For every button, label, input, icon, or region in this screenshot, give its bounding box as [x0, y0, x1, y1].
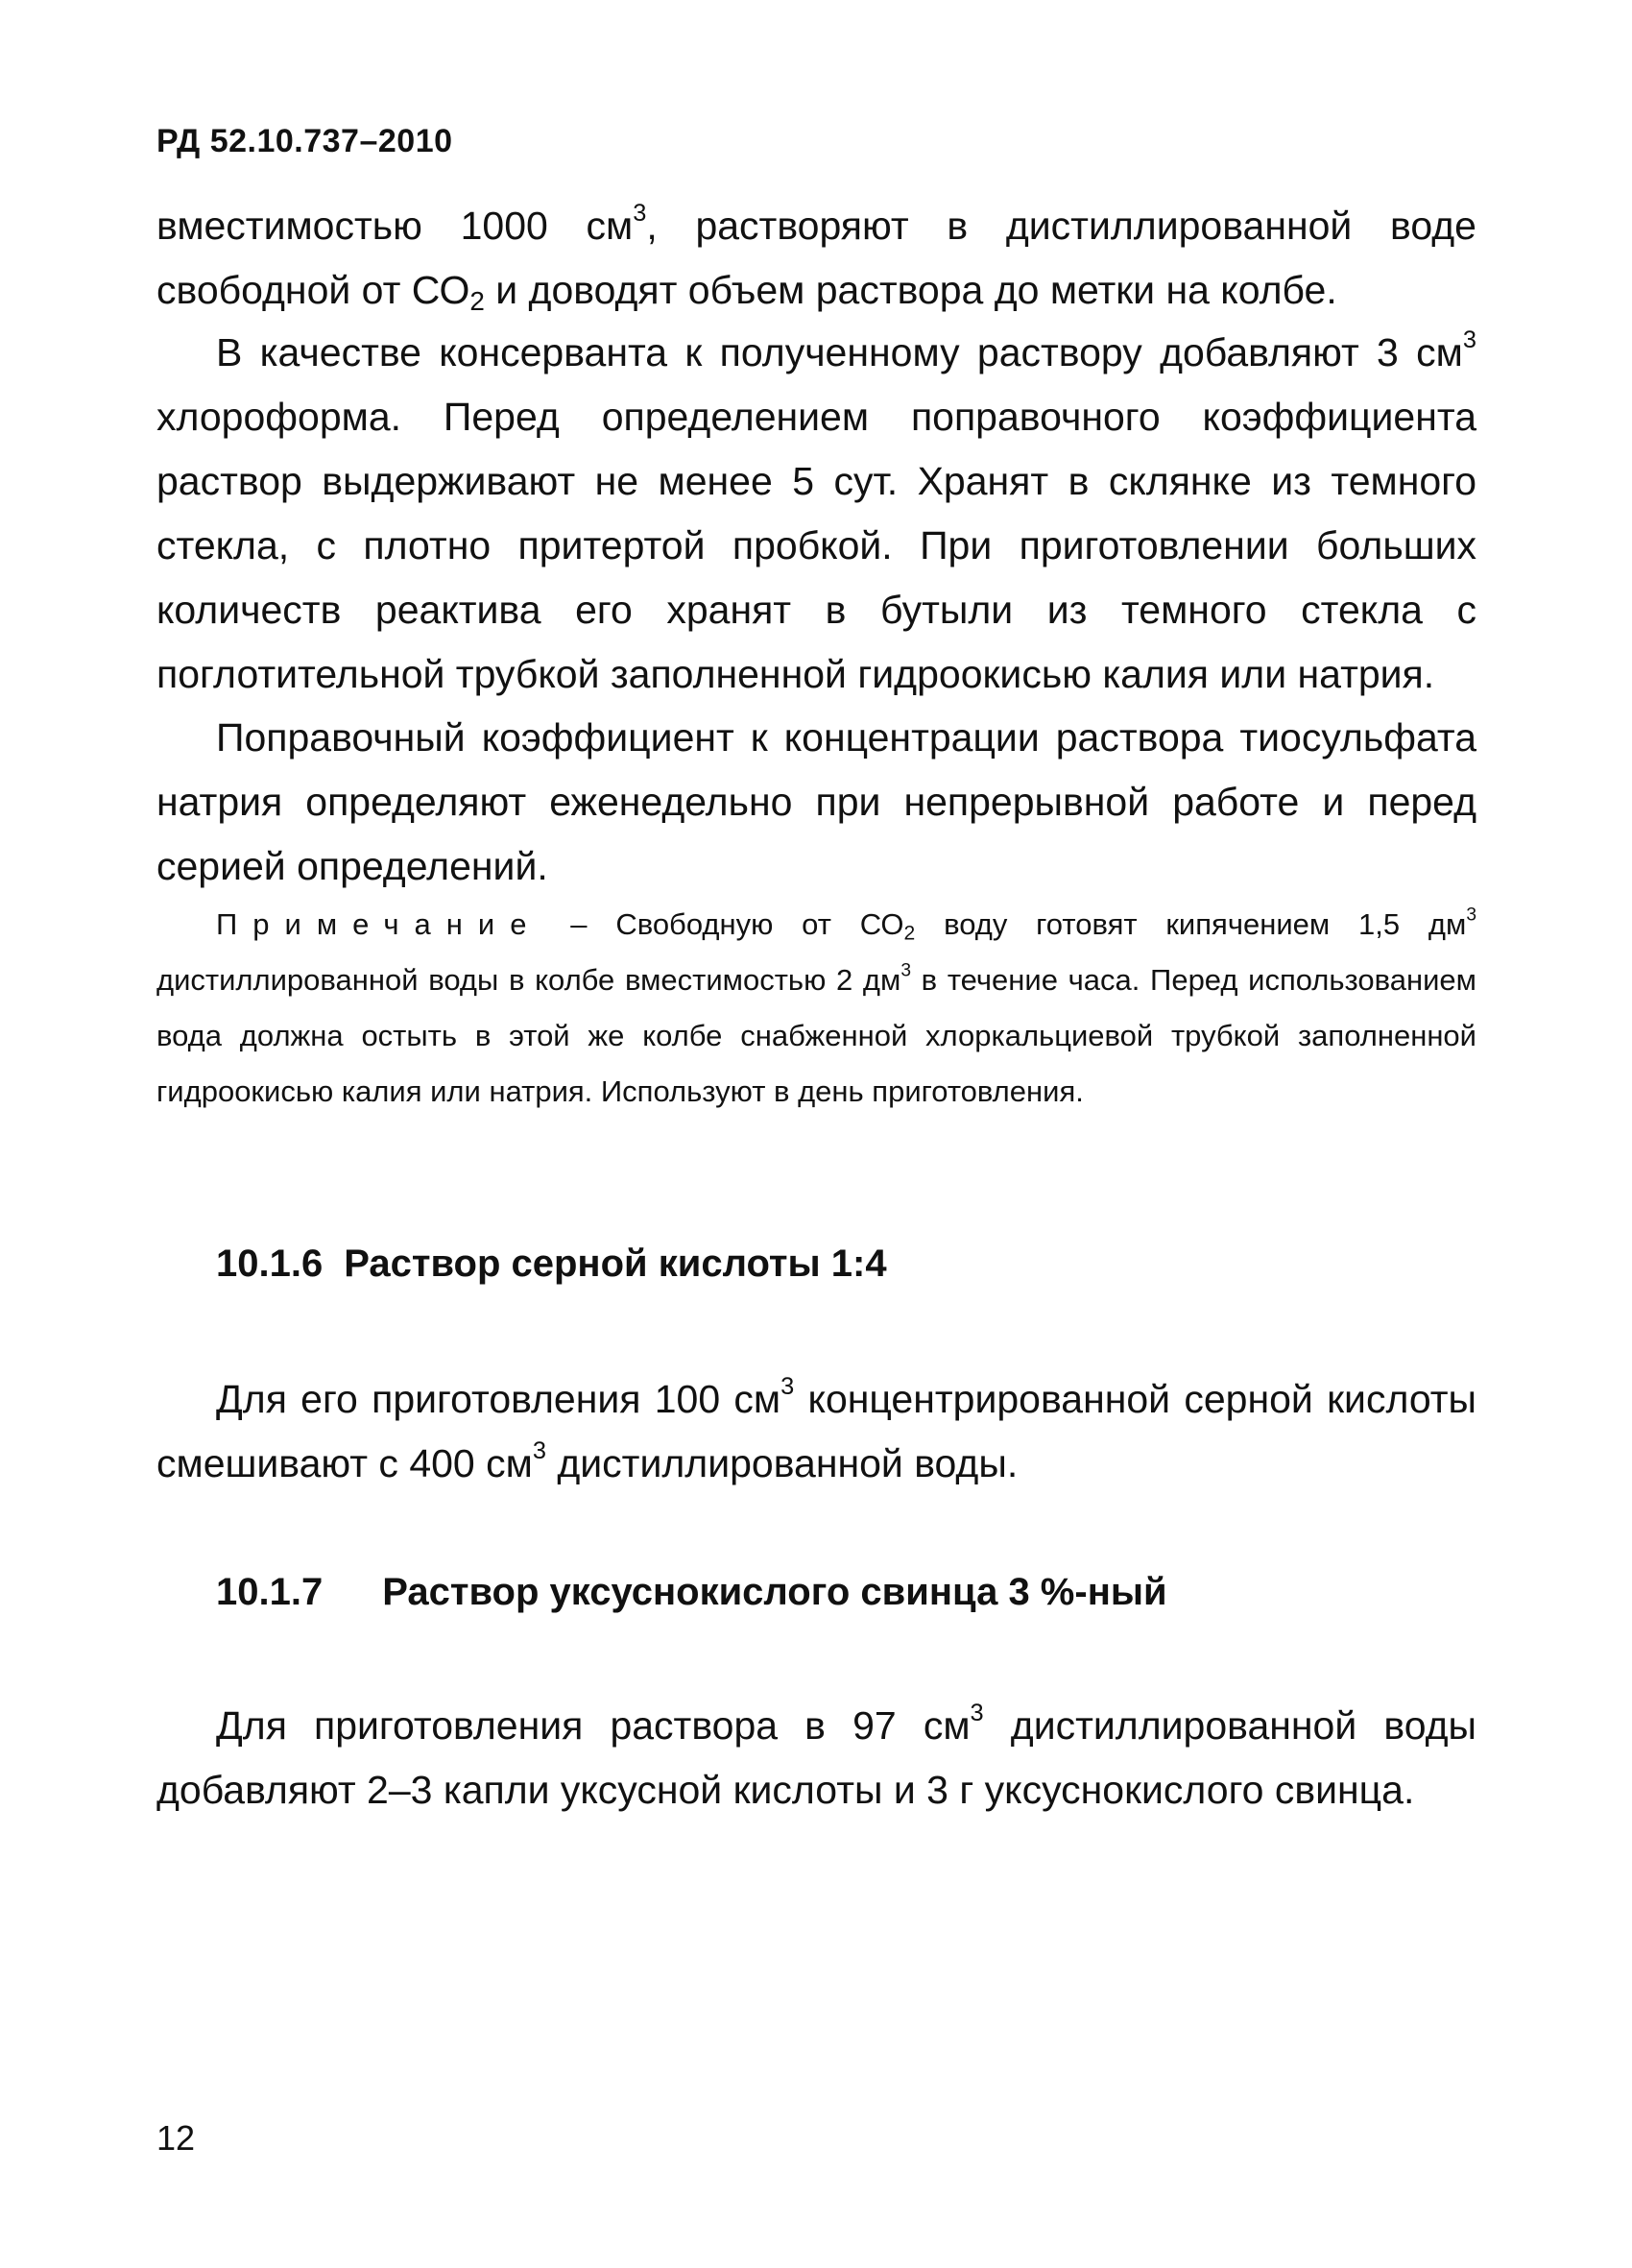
text-run: хлороформа. Перед определением поправочного коэффициента раствор выдерживают не менее 5 сут. Хранят в склянке из темного стекла, с плотно притертой пробкой. При приготовлении больших количеств реактива его хранят в бутыли из темного стекла с поглотительной трубкой заполненной гидроокисью калия или натрия.: [156, 395, 1476, 696]
note-block: [156, 897, 1476, 1120]
text-run: В качестве консерванта к полученному раствору добавляют 3 см: [216, 330, 1463, 374]
text-run: Для приготовления раствора в 97 см: [216, 1703, 971, 1748]
section-title: Раствор серной кислоты 1:4: [344, 1243, 887, 1285]
subscript: 2: [469, 285, 485, 316]
paragraph-continuation: [156, 194, 1476, 323]
superscript: 3: [532, 1436, 546, 1464]
text-run: воду готовят кипячением 1,5 дм: [915, 907, 1467, 941]
document-header: РД 52.10.737–2010: [156, 123, 453, 159]
section-title: Раствор уксуснокислого свинца 3 %-ный: [382, 1571, 1167, 1613]
text-run: вместимостью 1000 см: [156, 204, 634, 248]
text-run: в течение часа. Перед использованием вода должна остыть в этой же колбе снабженной хлоркальциевой трубкой заполненной гидроокисью калия или натрия. Используют в день приготовления.: [156, 963, 1476, 1108]
text-run: Для его приготовления 100 см: [216, 1377, 781, 1421]
text-run: дистиллированной воды добавляют 2–3 капли уксусной кислоты и 3 г уксуснокислого свинца.: [156, 1703, 1476, 1812]
text-run: –: [541, 907, 616, 941]
paragraph-sulfuric-acid: [156, 1367, 1476, 1496]
paragraph-correction-factor: Поправочный коэффициент к концентрации раствора тиосульфата натрия определяют еженедельно при непрерывной работе и перед серией определений.: [156, 715, 1476, 888]
superscript: 3: [633, 199, 647, 227]
note-label: Примечание: [216, 907, 542, 941]
section-heading-10-1-6: [216, 1243, 887, 1286]
superscript: 3: [780, 1372, 795, 1400]
text-run: дистиллированной воды.: [545, 1441, 1019, 1485]
text-run: и доводят объем раствора до метки на колбе.: [484, 268, 1337, 312]
paragraph-line: [156, 258, 1476, 323]
text-run: концентрированной серной кислоты смешивают с 400 см: [156, 1377, 1476, 1485]
paragraph-preservative: [156, 321, 1476, 707]
text-run: , растворяют в дистиллированной воде: [646, 204, 1476, 248]
superscript: 3: [970, 1699, 984, 1726]
page-number: 12: [156, 2118, 196, 2158]
superscript: 3: [900, 960, 911, 981]
superscript: 3: [1466, 905, 1477, 926]
paragraph-line: [156, 194, 1476, 258]
section-heading-10-1-7: [216, 1571, 1167, 1614]
text-run: дистиллированной воды в колбе вместимостью 2 дм: [156, 963, 901, 997]
section-number: 10.1.7: [216, 1571, 324, 1613]
superscript: 3: [1462, 326, 1476, 353]
section-number: 10.1.6: [216, 1243, 324, 1285]
text-run: свободной от СО: [156, 268, 470, 312]
subscript: 2: [903, 922, 916, 945]
paragraph-lead-acetate: [156, 1694, 1476, 1822]
text-run: Свободную от СО: [615, 907, 904, 941]
